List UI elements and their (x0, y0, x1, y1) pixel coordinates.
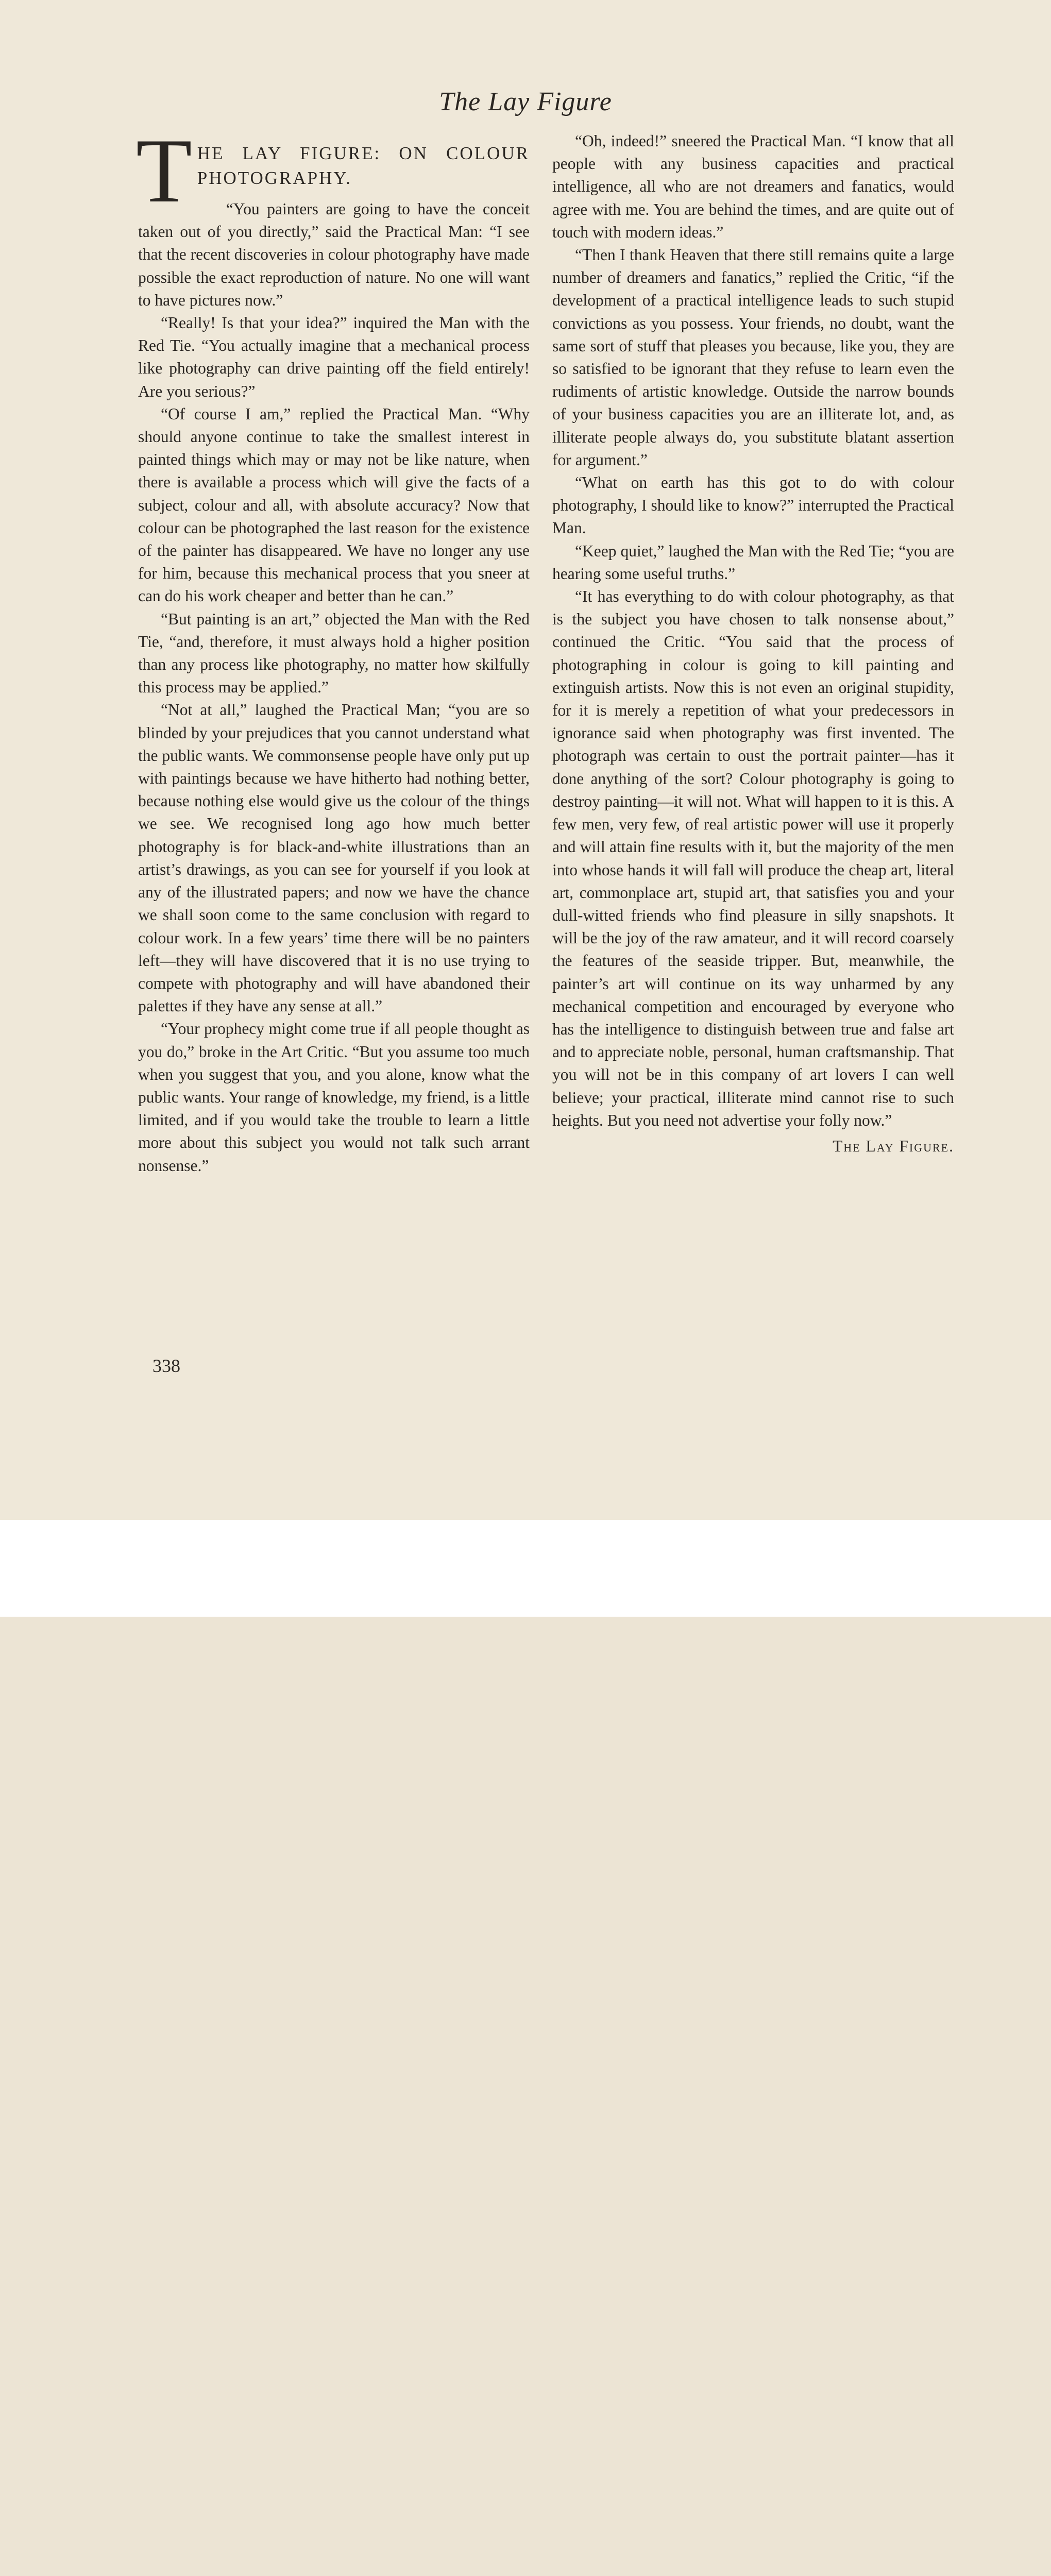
running-head: The Lay Figure (439, 87, 612, 116)
paragraph: “Keep quiet,” laughed the Man with the Red Tie; “you are hearing some useful truths.” (552, 541, 954, 583)
article-title-block (136, 120, 530, 222)
left-column (136, 120, 530, 1177)
article-signature: The Lay Figure. (833, 1137, 954, 1155)
paragraph: “Your prophecy might come true if all people thought as you do,” broke in the Art Critic. “But you assume too much when you suggest that you, and you alone, know what the public wants. Your range of knowledge, my friend, is a little limited, and if you would take the trouble to learn a little more about this subject you would not talk such arrant nonsense.” (138, 1020, 530, 1175)
paragraph: “Of course I am,” replied the Practical Man. “Why should anyone continue to take the smallest interest in painted things which may or may not be like nature, when there is available a process which will give the facts of a subject, colour and all, with absolute accuracy? Now that colour can be photographed the last reason for the existence of the painter has disappeared. We have no longer any use for him, because this mechanical process that you sneer at can do his work cheaper and better than he can.” (138, 404, 530, 605)
drop-cap: T (136, 120, 192, 222)
paragraph: “Oh, indeed!” sneered the Practical Man. “I know that all people with any business capacities and practical intelligence, all who are not dreamers and fanatics, would agree with me. You are behind the times, and are quite out of touch with modern ideas.” (552, 132, 954, 241)
paragraph: “Then I thank Heaven that there still remains quite a large number of dreamers and fanatics,” replied the Critic, “if the development of a practical intelligence leads to such stupid convictions as you possess. Your friends, no doubt, want the same sort of stuff that pleases you because, like you, they are so satisfied to be ignorant that they refuse to learn even the rudiments of artistic knowledge. Outside the narrow bounds of your business capacities you are an illiterate lot, and, as illiterate people always do, you substitute blatant assertion for argument.” (552, 246, 954, 469)
article-title: HE LAY FIGURE: ON COLOUR PHOTOGRAPHY. (197, 143, 530, 188)
footer-bar (0, 1520, 1051, 1617)
paragraph: “Really! Is that your idea?” inquired the Man with the Red Tie. “You actually imagine that a mechanical process like photography can drive painting off the field entirely! Are you serious?” (138, 314, 530, 400)
paragraph: “You painters are going to have the conceit taken out of you directly,” said the Practical Man: “I see that the recent discoveries in colour photography have made possible the exact reproduction of nature. No one will want to have pictures now.” (138, 200, 530, 309)
paragraph: “It has everything to do with colour photography, as that is the subject you have chosen to talk nonsense about,” continued the Critic. “You said that the process of photographing in colour is going to kill painting and extinguish artists. Now this is not even an original stupidity, for it is merely a repetition of what your predecessors in ignorance said when photography was first invented. The photograph was certain to oust the portrait painter—has it done anything of the sort? Colour photography is going to destroy painting—it will not. What will happen to it is this. A few men, very few, of real artistic power will use it properly and will attain fine results with it, but the majority of the men into whose hands it will fall will produce the cheap art, literal art, commonplace art, stupid art, that satisfies you and your dull-witted friends who find pleasure in silly snapshots. It will be the joy of the raw amateur, and it will record coarsely the features of the seaside tripper. But, meanwhile, the painter’s art will continue on its way unharmed by any mechanical competition and encouraged by everyone who has the intelligence to distinguish between true and false art and to appreciate noble, personal, human craftsmanship. That you will not be in this company of art lovers I can well believe; your practical, illiterate mind cannot rise to such heights. But you need not advertise your folly now.” (552, 587, 954, 1129)
paragraph: “But painting is an art,” objected the Man with the Red Tie, “and, therefore, it must always hold a higher position than any process like photography, no matter how skilfully this process may be applied.” (138, 609, 530, 697)
paragraph: “Not at all,” laughed the Practical Man; “you are so blinded by your prejudices that you cannot understand what the public wants. We commonsense people have only put up with paintings because we have hitherto had nothing better, because nothing else would give us the colour of the things we see. We recognised long ago how much better photography is for black-and-white illustrations than an artist’s drawings, as you can see for yourself if you look at any of the illustrated papers; and now we have the chance we shall soon come to the same conclusion with regard to colour work. In a few years’ time there will be no painters left—they will have discovered that it is no use trying to compete with photography and will have abandoned their palettes if they have any sense at all.” (138, 701, 530, 1015)
right-column (552, 130, 954, 1158)
paragraph: “What on earth has this got to do with colour photography, I should like to know?” interrupted the Practical Man. (552, 473, 954, 537)
page-number: 338 (152, 1355, 180, 1376)
